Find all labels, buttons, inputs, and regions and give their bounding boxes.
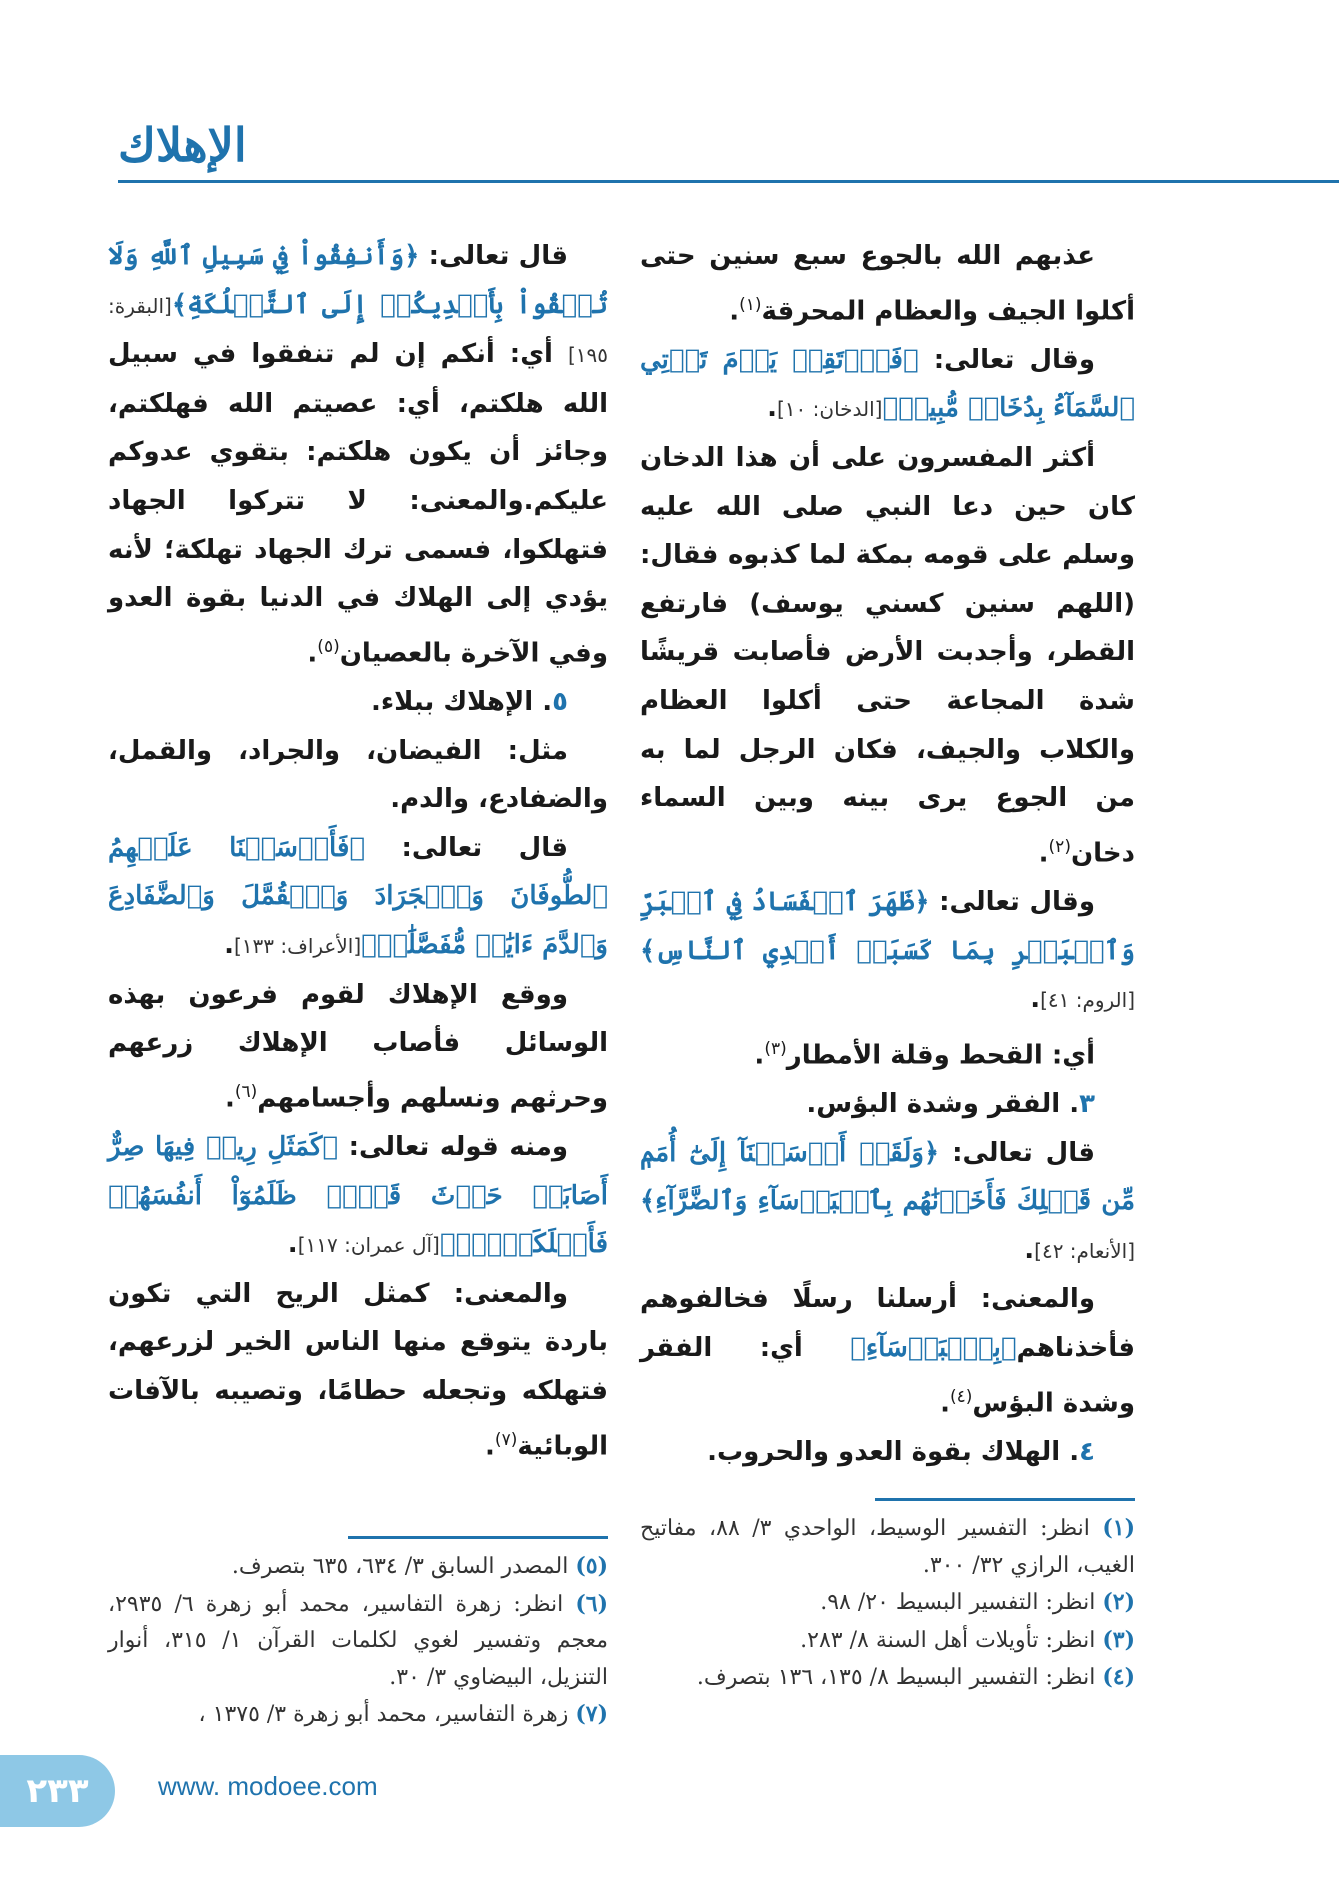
paragraph-end: . [485,1431,495,1462]
quran-verse: ﴿كَمَثَلِ رِيحٖ فِيهَا صِرٌّ أَصَابَتۡ حَرۡثَ قَوۡمٖ ظَلَمُوٓاْ أَنفُسَهُمۡ فَأَهۡلَكَتۡهُۚ﴾ [108,1132,608,1260]
paragraph [108,971,608,1123]
footnote [640,1584,1135,1622]
quran-verse: ﴿فَٱرۡتَقِبۡ يَوۡمَ تَأۡتِي ٱلسَّمَآءُ بِدُخَانٖ مُّبِينٖ﴾ [640,344,1135,424]
paragraph-text: والمعنى: أرسلنا رسلًا فخالفوهم فأخذناهم [640,1284,1135,1364]
paragraph-text: قال تعالى: [365,832,568,863]
paragraph-text: وقال تعالى: [918,344,1095,375]
paragraph-end: . [307,638,318,669]
verse-reference: [الأنعام: ٤٢] [1034,1238,1135,1263]
footnote-number: (١) [1102,1515,1136,1541]
quran-verse: ﴿ظَهَرَ ٱلۡفَسَادُ فِي ٱلۡبَرِّ وَٱلۡبَحۡرِ بِمَا كَسَبَتۡ أَيۡدِي ٱلنَّاسِ﴾ [640,887,1135,966]
footnote-number: (٧) [575,1701,608,1727]
footnote [108,1696,608,1734]
paragraph-text: وقال تعالى: [929,887,1095,918]
footnote-text: انظر: التفسير الوسيط، الواحدي ٣/ ٨٨، مفاتيح الغيب، الرازي ٣٢/ ٣٠٠. [640,1516,1135,1578]
footnote-number: (٦) [575,1590,608,1617]
paragraph-text: قال تعالى: [939,1137,1095,1168]
verse-reference: [الأعراف: ١٣٣] [233,933,362,958]
paragraph [640,1275,1135,1427]
footnote-ref[interactable]: (١) [739,294,762,315]
footnote [108,1586,608,1697]
section-heading [640,1080,1135,1129]
footnote-text: المصدر السابق ٣/ ٦٣٤، ٦٣٥ بتصرف. [231,1554,576,1579]
paragraph-end: . [1030,984,1041,1015]
footnote [640,1510,1135,1584]
footnote-divider [875,1498,1135,1501]
section-title: . الهلاك بقوة العدو والحروب. [707,1436,1080,1467]
paragraph-end: . [287,1229,298,1260]
paragraph [640,336,1135,434]
footnote-number: (٥) [575,1553,608,1579]
paragraph-end: . [767,393,777,424]
paragraph-text: أي: أنكم إن لم تنفقوا في سبيل الله هلكتم، أي: عصيتم الله فهلكتم، وجائز أن يكون هلكتم: بتقوي عدوكم عليكم.والمعنى: لا تتركوا الجهاد فتهلكوا، فسمى ترك الجهاد تهلكة؛ لأنه يؤدي إلى الهلاك في الدنيا بقوة العدو وفي الآخرة بالعصيان [108,339,608,669]
quran-verse: ﴿فَأَرۡسَلۡنَا عَلَيۡهِمُ ٱلطُّوفَانَ وَٱلۡجَرَادَ وَٱلۡقُمَّلَ وَٱلضَّفَادِعَ وَٱلدَّمَ ءَايَٰتٖ مُّفَصَّلَٰتٖ﴾ [108,832,608,960]
paragraph [108,1123,608,1270]
paragraph [640,1025,1135,1080]
footnote-ref[interactable]: (٧) [494,1429,518,1450]
paragraph [640,878,1135,1025]
section-number: ٣ [1079,1089,1095,1120]
paragraph-end: . [224,1083,235,1114]
footnote-number: (٤) [1102,1664,1135,1690]
footnote-text: انظر: التفسير البسيط ٢٠/ ٩٨. [820,1590,1103,1615]
footnote-text: انظر: تأويلات أهل السنة ٨/ ٢٨٣. [800,1627,1103,1653]
verse-reference: [الروم: ٤١] [1040,988,1135,1013]
page-title: الإهلاك [118,118,247,172]
quran-verse: ﴿وَأَنفِقُواْ فِي سَبِيلِ ٱللَّهِ وَلَا تُلۡقُواْ بِأَيۡدِيكُمۡ إِلَى ٱلتَّهۡلُكَةِ﴾ [108,241,608,320]
verse-reference: [آل عمران: ١١٧] [297,1233,440,1258]
paragraph-text: عذبهم الله بالجوع سبع سنين حتى أكلوا الجيف والعظام المحرقة [640,241,1135,327]
footnotes-left [108,1548,608,1734]
quran-verse: ﴿بِٱلۡبَأۡسَآءِ﴾ [850,1333,1017,1364]
page-number: ٢٣٣ [26,1771,89,1811]
paragraph [640,232,1135,336]
page-number-badge [0,1755,115,1827]
paragraph-text: ومنه قوله تعالى: [337,1132,568,1162]
website-link[interactable]: www. modoee.com [158,1771,378,1801]
footnote-ref[interactable]: (٥) [317,636,340,657]
footnote-number: (٣) [1102,1626,1135,1653]
paragraph [108,824,608,971]
footnote-text: انظر: التفسير البسيط ٨/ ١٣٥، ١٣٦ بتصرف. [696,1665,1103,1690]
footnote [108,1548,608,1586]
paragraph-text: أكثر المفسرون على أن هذا الدخان كان حين دعا النبي صلى الله عليه وسلم على قومه بمكة لما كذبوه فقال: (اللهم سنين كسني يوسف) فارتفع القطر، وأجدبت الأرض فأصابت قريشًا شدة المجاعة حتى أكلوا العظام والكلاب والجيف، فكان الرجل لما به من الجوع يرى بينه وبين السماء دخان [640,443,1135,869]
footnote-ref[interactable]: (٢) [1048,836,1071,857]
footnote [640,1622,1135,1660]
paragraph-end: . [1038,838,1049,869]
footnote [640,1659,1135,1697]
paragraph-end: . [754,1040,765,1071]
verse-reference: [الدخان: ١٠] [776,397,883,422]
paragraph-text: مثل: الفيضان، والجراد، والقمل، والضفادع، والدم. [108,735,608,815]
right-column [640,232,1135,1476]
paragraph-end: . [940,1388,950,1419]
paragraph-end: . [224,929,234,960]
paragraph-text: قال تعالى: [419,241,568,271]
left-column [108,232,608,1471]
section-heading [640,1428,1135,1477]
section-number: ٤ [1079,1436,1095,1467]
paragraph-text: أي: القحط وقلة الأمطار [786,1040,1095,1071]
section-title: . الإهلاك ببلاء. [370,687,553,717]
section-number: ٥ [552,687,568,717]
footnote-ref[interactable]: (٦) [234,1081,258,1102]
footnote-divider [348,1536,608,1539]
paragraph-text: ووقع الإهلاك لقوم فرعون بهذه الوسائل فأصاب الإهلاك زرعهم وحرثهم ونسلهم وأجسامهم [108,979,608,1114]
verse-reference: [البقرة: ١٩٥] [108,293,608,368]
footnotes-right [640,1510,1135,1697]
paragraph [108,232,608,678]
paragraph-text: والمعنى: كمثل الريح التي تكون باردة يتوقع منها الناس الخير لزرعهم، فتهلكه وتجعله حطامًا، وتصيبه بالآفات الوبائية [108,1278,608,1462]
section-heading [108,678,608,727]
paragraph [108,1270,608,1471]
paragraph [640,1129,1135,1276]
footnote-text: انظر: زهرة التفاسير، محمد أبو زهرة ٦/ ٢٩٣٥، معجم وتفسير لغوي لكلمات القرآن ١/ ٣١٥، أنوار التنزيل، البيضاوي ٣/ ٣٠. [108,1591,608,1690]
header-divider [118,180,1339,183]
quran-verse: ﴿وَلَقَدۡ أَرۡسَلۡنَآ إِلَىٰٓ أُمَمٖ مِّن قَبۡلِكَ فَأَخَذۡنَٰهُم بِٱلۡبَأۡسَآءِ وَٱلضَّرَّآءِ﴾ [640,1137,1135,1217]
paragraph [640,434,1135,878]
paragraph-text: أي: الفقر وشدة البؤس [640,1333,1135,1419]
paragraph-end: . [729,296,740,327]
footnote-number: (٢) [1102,1589,1135,1615]
footnote-ref[interactable]: (٣) [764,1038,787,1059]
paragraph-end: . [1024,1234,1035,1265]
paragraph [108,727,608,824]
footnote-ref[interactable]: (٤) [949,1386,973,1407]
section-title: . الفقر وشدة البؤس. [806,1089,1080,1120]
footnote-text: زهرة التفاسير، محمد أبو زهرة ٣/ ١٣٧٥ ، [198,1702,576,1727]
